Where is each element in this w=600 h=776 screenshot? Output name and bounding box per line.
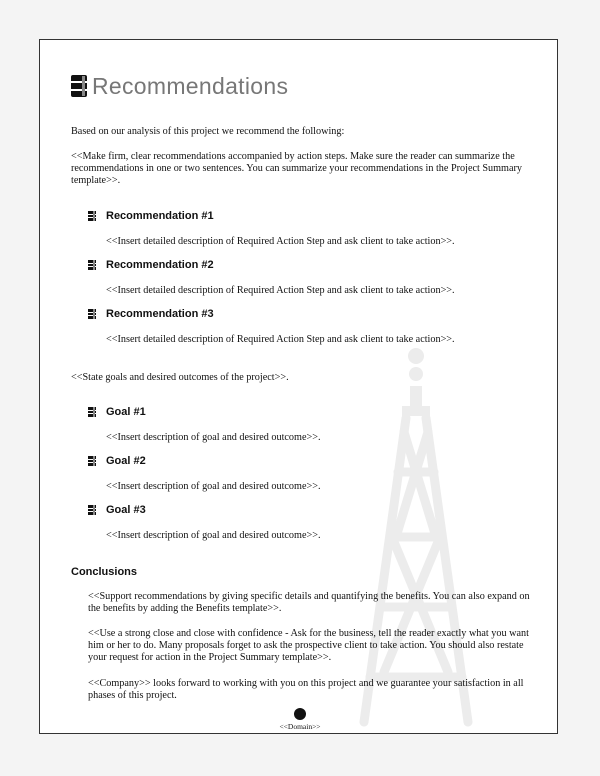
recommendation-description: <<Insert detailed description of Required Action Step and ask client to take action>>.	[106, 236, 455, 247]
page-header	[70, 72, 288, 98]
conclusion-paragraph: <<Use a strong close and close with confidence - Ask for the business, tell the reader exactly what you want him or her to do. Many proposals forget to ask the prospective client to take action. You should also restate your request for action in the Project Summary template>>.	[88, 628, 529, 664]
barrel-bullet-icon	[88, 505, 96, 515]
barrel-bullet-icon	[88, 211, 96, 221]
oil-barrel-icon	[70, 74, 88, 98]
conclusion-paragraph: <<Support recommendations by giving specific details and quantifying the benefits. You can also expand on the benefits by adding the Benefits template>>.	[88, 591, 530, 615]
goal-title: Goal #2	[106, 455, 146, 467]
recommendation-description: <<Insert detailed description of Required Action Step and ask client to take action>>.	[106, 285, 455, 296]
recommendation-heading	[88, 210, 214, 222]
recommendation-title: Recommendation #3	[106, 308, 214, 320]
goal-title: Goal #1	[106, 406, 146, 418]
conclusions-heading: Conclusions	[71, 566, 138, 578]
goal-heading	[88, 455, 146, 467]
footer-dot-icon	[294, 708, 306, 720]
intro-text: Based on our analysis of this project we recommend the following:	[71, 126, 345, 137]
recommendation-description: <<Insert detailed description of Required Action Step and ask client to take action>>.	[106, 334, 455, 345]
goal-heading	[88, 504, 146, 516]
recommendation-title: Recommendation #1	[106, 210, 214, 222]
recommendation-heading	[88, 308, 214, 320]
instructions-text: <<Make firm, clear recommendations accompanied by action steps. Make sure the reader can summarize the recommendations in one or two sentences. You can summarize your recommendations in the Project Summary template>>.	[71, 151, 522, 187]
goal-description: <<Insert description of goal and desired outcome>>.	[106, 481, 321, 492]
page-title: Recommendations	[92, 73, 289, 99]
recommendation-heading	[88, 259, 214, 271]
conclusion-paragraph: <<Company>> looks forward to working with you on this project and we guarantee your satisfaction in all phases of this project.	[88, 678, 524, 702]
recommendation-title: Recommendation #2	[106, 259, 214, 271]
goal-title: Goal #3	[106, 504, 146, 516]
footer-domain: <<Domain>>	[279, 722, 321, 731]
goal-description: <<Insert description of goal and desired outcome>>.	[106, 432, 321, 443]
barrel-bullet-icon	[88, 309, 96, 319]
barrel-bullet-icon	[88, 260, 96, 270]
goal-description: <<Insert description of goal and desired outcome>>.	[106, 530, 321, 541]
barrel-bullet-icon	[88, 407, 96, 417]
goal-heading	[88, 406, 146, 418]
barrel-bullet-icon	[88, 456, 96, 466]
goals-intro-text: <<State goals and desired outcomes of the project>>.	[71, 372, 289, 383]
